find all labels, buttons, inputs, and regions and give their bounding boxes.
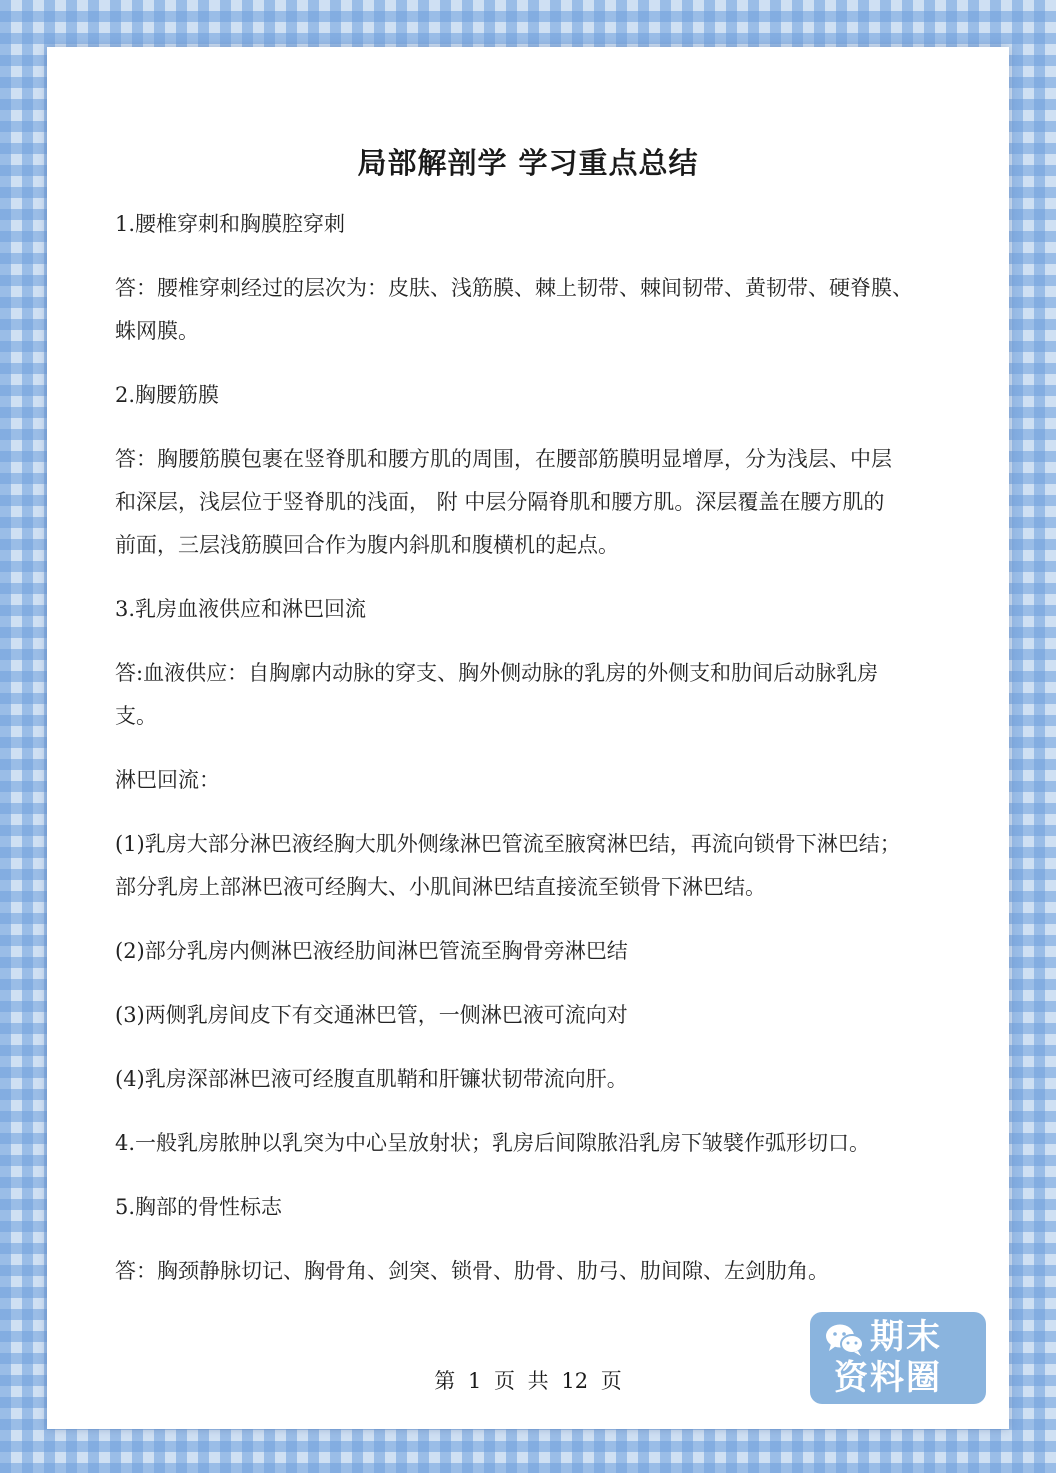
document-page xyxy=(47,47,1009,1429)
paragraph-line: (2)部分乳房内侧淋巴液经肋间淋巴管流至胸骨旁淋巴结 xyxy=(115,939,628,963)
paragraph-line: 支。 xyxy=(115,704,157,728)
paragraph-line: 和深层，浅层位于竖脊肌的浅面， 附 中层分隔脊肌和腰方肌。深层覆盖在腰方肌的 xyxy=(115,490,885,514)
paragraph-line: 部分乳房上部淋巴液可经胸大、小肌间淋巴结直接流至锁骨下淋巴结。 xyxy=(115,875,766,899)
heading-2: 2.胸腰筋膜 xyxy=(115,383,220,407)
page-title: 局部解剖学 学习重点总结 xyxy=(357,146,699,180)
page-number: 第 1 页 共 12 页 xyxy=(434,1369,622,1393)
paragraph-line: 答：胸腰筋膜包裹在竖脊肌和腰方肌的周围，在腰部筋膜明显增厚，分为浅层、中层 xyxy=(115,447,892,471)
paragraph-line: (4)乳房深部淋巴液可经腹直肌鞘和肝镰状韧带流向肝。 xyxy=(115,1067,628,1091)
paragraph-line: (3)两侧乳房间皮下有交通淋巴管，一侧淋巴液可流向对 xyxy=(115,1003,628,1027)
heading-5: 5.胸部的骨性标志 xyxy=(115,1195,283,1219)
paragraph-line: 蛛网膜。 xyxy=(115,319,199,343)
paragraph-line: 答：腰椎穿刺经过的层次为：皮肤、浅筋膜、棘上韧带、棘间韧带、黄韧带、硬脊膜、 xyxy=(115,276,913,300)
wechat-icon xyxy=(824,1322,866,1358)
watermark-badge xyxy=(810,1312,986,1404)
heading-4: 4.一般乳房脓肿以乳突为中心呈放射状；乳房后间隙脓沿乳房下皱襞作弧形切口。 xyxy=(115,1131,871,1155)
paragraph-line: (1)乳房大部分淋巴液经胸大肌外侧缘淋巴管流至腋窝淋巴结，再流向锁骨下淋巴结； xyxy=(115,832,901,856)
paragraph-line: 答：胸颈静脉切记、胸骨角、剑突、锁骨、肋骨、肋弓、肋间隙、左剑肋角。 xyxy=(115,1259,829,1283)
watermark-text-line2: 资料圈 xyxy=(834,1358,942,1398)
paragraph-line: 答:血液供应：自胸廓内动脉的穿支、胸外侧动脉的乳房的外侧支和肋间后动脉乳房 xyxy=(115,661,879,685)
heading-3: 3.乳房血液供应和淋巴回流 xyxy=(115,597,367,621)
subheading-lymph: 淋巴回流： xyxy=(115,768,220,792)
paragraph-line: 前面，三层浅筋膜回合作为腹内斜肌和腹横机的起点。 xyxy=(115,533,619,557)
heading-1: 1.腰椎穿刺和胸膜腔穿刺 xyxy=(115,212,346,236)
watermark-text-line1: 期末 xyxy=(870,1317,942,1357)
